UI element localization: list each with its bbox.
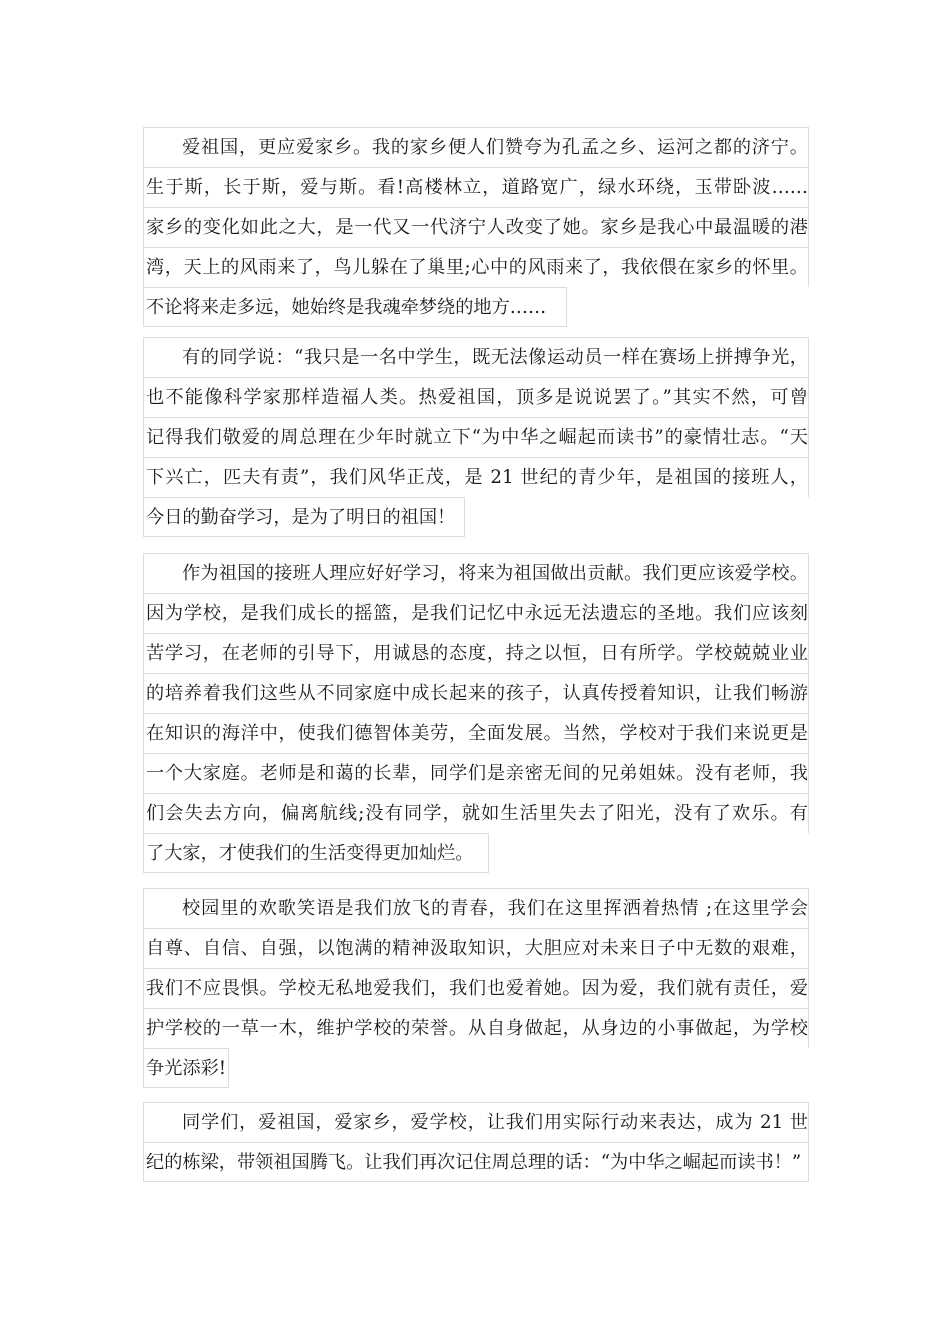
text-line: 湾，天上的风雨来了，鸟儿躲在了巢里;心中的风雨来了，我依偎在家乡的怀里。 <box>143 247 809 287</box>
paragraph-classmates <box>143 337 809 541</box>
text-line: 家乡的变化如此之大，是一代又一代济宁人改变了她。家乡是我心中最温暖的港 <box>143 207 809 247</box>
text-line: 护学校的一草一木，维护学校的荣誉。从自身做起，从身边的小事做起，为学校 <box>143 1008 809 1048</box>
text-line: 今日的勤奋学习，是为了明日的祖国！ <box>143 497 465 537</box>
text-line: 记得我们敬爱的周总理在少年时就立下“为中华之崛起而读书”的豪情壮志。“天 <box>143 417 809 457</box>
text-line: 我们不应畏惧。学校无私地爱我们，我们也爱着她。因为爱，我们就有责任，爱 <box>143 968 809 1008</box>
text-line: 的培养着我们这些从不同家庭中成长起来的孩子，认真传授着知识，让我们畅游 <box>143 673 809 713</box>
text-line: 争光添彩! <box>143 1048 229 1088</box>
text-line: 不论将来走多远，她始终是我魂牵梦绕的地方…… <box>143 287 567 327</box>
paragraph-conclusion <box>143 1102 809 1182</box>
text-line: 也不能像科学家那样造福人类。热爱祖国，顶多是说说罢了。”其实不然，可曾 <box>143 377 809 417</box>
text-line: 了大家，才使我们的生活变得更加灿烂。 <box>143 833 489 873</box>
text-line: 在知识的海洋中，使我们德智体美劳，全面发展。当然，学校对于我们来说更是 <box>143 713 809 753</box>
text-line: 校园里的欢歌笑语是我们放飞的青春，我们在这里挥洒着热情 ;在这里学会 <box>143 888 809 928</box>
text-line: 自尊、自信、自强，以饱满的精神汲取知识，大胆应对未来日子中无数的艰难， <box>143 928 809 968</box>
text-line: 们会失去方向，偏离航线;没有同学，就如生活里失去了阳光，没有了欢乐。有 <box>143 793 809 833</box>
text-line: 生于斯，长于斯，爱与斯。看!高楼林立，道路宽广，绿水环绕，玉带卧波…… <box>143 167 809 207</box>
paragraph-school <box>143 553 809 877</box>
paragraph-campus <box>143 888 809 1092</box>
text-line: 因为学校，是我们成长的摇篮，是我们记忆中永远无法遗忘的圣地。我们应该刻 <box>143 593 809 633</box>
text-line: 下兴亡，匹夫有责”，我们风华正茂，是 21 世纪的青少年，是祖国的接班人， <box>143 457 809 497</box>
text-line: 一个大家庭。老师是和蔼的长辈，同学们是亲密无间的兄弟姐妹。没有老师，我 <box>143 753 809 793</box>
text-line: 有的同学说：“我只是一名中学生，既无法像运动员一样在赛场上拼搏争光， <box>143 337 809 377</box>
text-line: 苦学习，在老师的引导下，用诚恳的态度，持之以恒，日有所学。学校兢兢业业 <box>143 633 809 673</box>
paragraph-hometown <box>143 127 809 331</box>
text-line: 纪的栋梁，带领祖国腾飞。让我们再次记住周总理的话：“为中华之崛起而读书！” <box>143 1142 809 1182</box>
text-line: 作为祖国的接班人理应好好学习，将来为祖国做出贡献。我们更应该爱学校。 <box>143 553 809 593</box>
text-line: 同学们，爱祖国，爱家乡，爱学校，让我们用实际行动来表达，成为 21 世 <box>143 1102 809 1142</box>
text-line: 爱祖国，更应爱家乡。我的家乡便人们赞夸为孔孟之乡、运河之都的济宁。 <box>143 127 809 167</box>
